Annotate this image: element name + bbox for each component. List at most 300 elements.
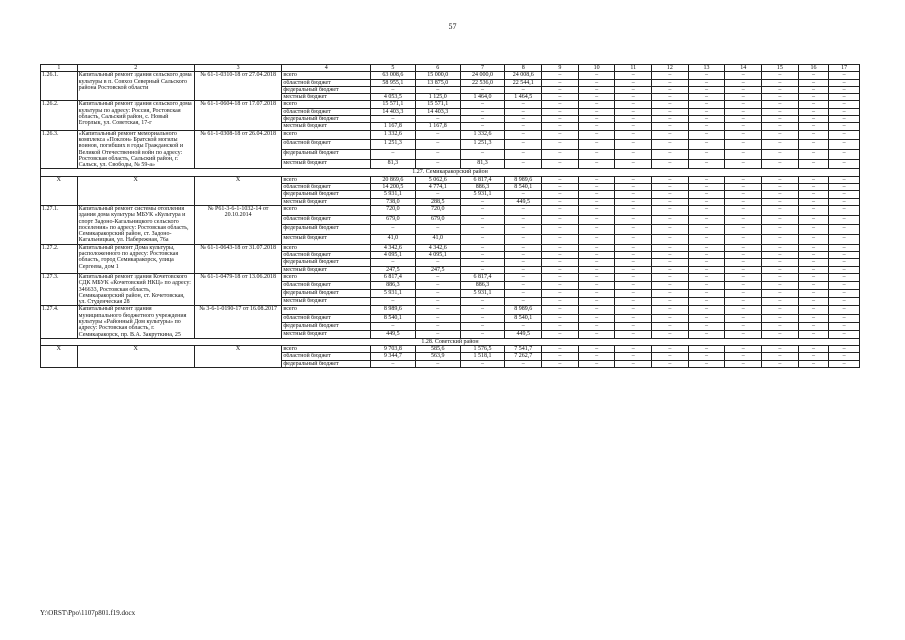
value-cell: 6 817,4 [371,273,416,281]
value-cell: – [829,176,860,183]
value-cell: 14 403,3 [371,108,416,115]
item-document: № Р61-3-6-1-1032-14 от 20.10.2014 [194,205,282,244]
value-cell: – [542,116,579,123]
value-cell: – [371,360,416,367]
value-cell: – [688,244,725,251]
value-cell: 247,5 [371,266,416,273]
value-cell: – [615,314,652,322]
budget-label: всего [282,346,371,353]
value-cell: – [798,130,829,140]
value-cell: – [615,130,652,140]
value-cell: – [798,176,829,183]
value-cell: – [725,235,762,245]
value-cell: 720,0 [371,205,416,215]
value-cell: 24 008,6 [505,72,542,79]
budget-label: федеральный бюджет [282,191,371,198]
value-cell: 563,9 [415,353,460,360]
value-cell: – [415,130,460,140]
value-cell: – [578,330,615,338]
value-cell: 8 989,6 [505,306,542,314]
value-cell: – [615,282,652,290]
value-cell: – [725,360,762,367]
value-cell: – [688,140,725,150]
value-cell: – [578,79,615,86]
value-cell: 449,5 [505,330,542,338]
value-cell: – [725,159,762,169]
value-cell: – [505,235,542,245]
value-cell: – [725,282,762,290]
value-cell: – [798,298,829,306]
value-cell: – [615,108,652,115]
value-cell: – [615,205,652,215]
value-cell: – [542,244,579,251]
value-cell: – [460,252,505,259]
value-cell: – [725,322,762,330]
value-cell: – [615,322,652,330]
value-cell: – [371,150,416,160]
value-cell: 5 931,1 [371,191,416,198]
value-cell: – [615,198,652,205]
table-row [41,306,860,314]
value-cell: – [829,252,860,259]
value-cell: – [798,282,829,290]
value-cell: – [460,86,505,93]
value-cell: – [688,266,725,273]
value-cell: – [578,252,615,259]
value-cell: – [762,360,799,367]
value-cell: – [829,108,860,115]
value-cell: – [798,259,829,266]
value-cell: – [578,176,615,183]
value-cell: – [829,353,860,360]
value-cell: – [762,140,799,150]
value-cell: 63 008,6 [371,72,416,79]
total-marker: Х [77,346,194,368]
value-cell: – [652,94,689,101]
budget-label: областной бюджет [282,184,371,191]
budget-label: всего [282,130,371,140]
value-cell: – [829,159,860,169]
value-cell: – [460,306,505,314]
value-cell: – [505,150,542,160]
value-cell: – [762,273,799,281]
value-cell: – [615,259,652,266]
value-cell: – [798,198,829,205]
value-cell: – [542,94,579,101]
value-cell: – [615,72,652,79]
value-cell: – [460,360,505,367]
value-cell: – [578,346,615,353]
value-cell: – [725,101,762,108]
value-cell: – [798,191,829,198]
value-cell: – [688,235,725,245]
value-cell: – [725,215,762,225]
value-cell: – [762,198,799,205]
table-row [41,176,860,183]
value-cell: – [798,140,829,150]
value-cell: – [829,266,860,273]
value-cell: 22 544,1 [505,79,542,86]
value-cell: – [542,150,579,160]
table-row [41,205,860,215]
value-cell: – [688,184,725,191]
value-cell: – [615,346,652,353]
section-title: 1.28. Советский район [41,338,860,345]
header-cell: 9 [542,65,579,72]
value-cell: – [505,298,542,306]
value-cell: – [725,72,762,79]
budget-label: федеральный бюджет [282,116,371,123]
item-number: 1.26.3. [41,130,78,169]
value-cell: – [371,298,416,306]
value-cell: – [505,252,542,259]
value-cell: – [798,353,829,360]
value-cell: 8 540,1 [371,314,416,322]
value-cell: – [688,346,725,353]
value-cell: – [798,244,829,251]
value-cell: – [542,322,579,330]
budget-label: местный бюджет [282,123,371,130]
value-cell: – [542,273,579,281]
value-cell: 13 875,0 [415,79,460,86]
value-cell: – [688,108,725,115]
value-cell: – [798,150,829,160]
value-cell: – [725,205,762,215]
value-cell: – [542,140,579,150]
value-cell: – [615,273,652,281]
item-document: № 61-1-0308-18 от 26.04.2018 [194,130,282,169]
value-cell: – [415,330,460,338]
value-cell: – [505,140,542,150]
budget-label: местный бюджет [282,298,371,306]
value-cell: – [725,252,762,259]
value-cell: – [460,205,505,215]
value-cell: – [829,259,860,266]
header-cell: 11 [615,65,652,72]
value-cell: – [688,252,725,259]
item-number: 1.26.2. [41,101,78,130]
value-cell: – [460,235,505,245]
value-cell: – [615,191,652,198]
value-cell: – [829,244,860,251]
value-cell: 449,5 [371,330,416,338]
value-cell: – [578,259,615,266]
value-cell: 24 000,0 [460,72,505,79]
value-cell: – [725,176,762,183]
value-cell: – [725,266,762,273]
value-cell: – [798,314,829,322]
value-cell: – [578,94,615,101]
value-cell: – [542,306,579,314]
value-cell: – [542,346,579,353]
value-cell: 886,3 [371,282,416,290]
value-cell: – [542,159,579,169]
value-cell: 58 955,1 [371,79,416,86]
value-cell: – [652,191,689,198]
value-cell: – [542,72,579,79]
value-cell: – [542,205,579,215]
value-cell: – [542,360,579,367]
value-cell: – [829,123,860,130]
value-cell: – [542,225,579,235]
value-cell: – [688,86,725,93]
item-document: № 61-1-0479-18 от 13.06.2018 [194,273,282,305]
value-cell: – [762,108,799,115]
value-cell: – [542,198,579,205]
value-cell: – [578,198,615,205]
value-cell: 1 464,5 [505,94,542,101]
value-cell: – [762,176,799,183]
value-cell: – [578,130,615,140]
value-cell: – [578,235,615,245]
value-cell: – [798,123,829,130]
value-cell: – [460,314,505,322]
value-cell: – [762,290,799,298]
value-cell: – [829,314,860,322]
table-row [41,72,860,79]
value-cell: – [762,298,799,306]
table-row [41,244,860,251]
value-cell: – [798,235,829,245]
value-cell: – [725,150,762,160]
value-cell: – [725,244,762,251]
value-cell: – [652,86,689,93]
value-cell: – [415,259,460,266]
value-cell: 1 251,3 [371,140,416,150]
value-cell: – [542,259,579,266]
total-marker: Х [77,176,194,205]
value-cell: – [460,123,505,130]
value-cell: – [829,150,860,160]
value-cell: – [615,215,652,225]
value-cell: – [652,176,689,183]
value-cell: – [460,244,505,251]
value-cell: – [371,86,416,93]
value-cell: – [371,116,416,123]
value-cell: – [762,306,799,314]
value-cell: – [505,259,542,266]
value-cell: – [798,330,829,338]
value-cell: – [762,346,799,353]
header-cell: 7 [460,65,505,72]
value-cell: – [542,330,579,338]
value-cell: – [460,266,505,273]
value-cell: – [725,259,762,266]
value-cell: – [615,184,652,191]
value-cell: 4 095,1 [371,252,416,259]
value-cell: – [652,298,689,306]
value-cell: – [415,290,460,298]
table-row [41,346,860,353]
value-cell: – [725,123,762,130]
header-cell: 2 [77,65,194,72]
value-cell: 679,0 [371,215,416,225]
value-cell: – [542,184,579,191]
value-cell: – [829,184,860,191]
value-cell: – [542,298,579,306]
value-cell: – [578,140,615,150]
section-title: 1.27. Семикаракорский район [41,169,860,176]
value-cell: – [798,72,829,79]
value-cell: – [652,215,689,225]
value-cell: – [415,86,460,93]
value-cell: 5 931,1 [460,191,505,198]
value-cell: – [762,330,799,338]
value-cell: 738,0 [371,198,416,205]
value-cell: – [725,116,762,123]
value-cell: – [688,322,725,330]
value-cell: 7 262,7 [505,353,542,360]
value-cell: – [542,79,579,86]
value-cell: – [688,150,725,160]
budget-label: областной бюджет [282,252,371,259]
value-cell: – [762,259,799,266]
value-cell: – [578,159,615,169]
value-cell: – [652,108,689,115]
financing-table [40,64,860,368]
value-cell: – [829,94,860,101]
value-cell: – [688,79,725,86]
value-cell: – [415,298,460,306]
page-number: 57 [448,22,457,31]
budget-label: местный бюджет [282,330,371,338]
value-cell: – [460,322,505,330]
table-body [41,65,860,368]
value-cell: 8 540,1 [505,314,542,322]
budget-label: областной бюджет [282,314,371,322]
value-cell: – [578,108,615,115]
value-cell: – [762,252,799,259]
value-cell: – [542,86,579,93]
value-cell: – [688,282,725,290]
header-cell: 15 [762,65,799,72]
budget-label: всего [282,101,371,108]
value-cell: – [652,72,689,79]
budget-label: областной бюджет [282,353,371,360]
value-cell: – [615,79,652,86]
value-cell: – [829,130,860,140]
value-cell: – [688,306,725,314]
value-cell: 5 931,1 [460,290,505,298]
value-cell: – [762,79,799,86]
value-cell: 41,0 [371,235,416,245]
value-cell: – [688,198,725,205]
value-cell: – [725,346,762,353]
value-cell: – [829,306,860,314]
value-cell: – [615,140,652,150]
footer-path: Y:\ORST\Ppo\1107p801.f19.docx [40,609,136,617]
budget-label: местный бюджет [282,94,371,101]
value-cell: – [798,116,829,123]
value-cell: – [725,108,762,115]
value-cell: – [542,191,579,198]
value-cell: – [460,259,505,266]
value-cell: – [652,282,689,290]
value-cell: – [798,94,829,101]
value-cell: – [688,116,725,123]
value-cell: – [798,290,829,298]
value-cell: – [505,360,542,367]
value-cell: – [798,79,829,86]
value-cell: – [688,273,725,281]
value-cell: – [688,205,725,215]
value-cell: – [460,150,505,160]
value-cell: 15 571,1 [371,101,416,108]
value-cell: – [415,191,460,198]
value-cell: – [615,86,652,93]
value-cell: – [762,94,799,101]
value-cell: – [762,159,799,169]
value-cell: – [829,116,860,123]
value-cell: 1 518,1 [460,353,505,360]
value-cell: – [415,159,460,169]
value-cell: – [688,298,725,306]
value-cell: – [798,108,829,115]
value-cell: – [652,123,689,130]
value-cell: – [542,252,579,259]
budget-label: местный бюджет [282,235,371,245]
value-cell: – [829,273,860,281]
budget-label: местный бюджет [282,266,371,273]
item-name: Капитальный ремонт Дома культуры, расположенного по адресу: Ростовская область, город Семикаракорск, улица Сергеева, дом 1 [77,244,194,273]
value-cell: 8 540,1 [505,184,542,191]
value-cell: – [688,101,725,108]
value-cell: – [725,290,762,298]
value-cell: – [415,306,460,314]
header-cell: 17 [829,65,860,72]
value-cell: – [615,244,652,251]
value-cell: – [829,72,860,79]
value-cell: – [652,198,689,205]
budget-label: федеральный бюджет [282,322,371,330]
value-cell: – [725,353,762,360]
item-name: Капитальный ремонт здания сельского дома культуры по адресу: Россия, Ростовская область, Сальский район, с. Новый Егорлык, ул. Советская, 17-г [77,101,194,130]
value-cell: – [505,130,542,140]
value-cell: – [652,79,689,86]
budget-label: областной бюджет [282,282,371,290]
value-cell: – [725,273,762,281]
item-name: Капитальный ремонт здания сельского дома культуры в п. Совхоз Северный Сальского района Ростовской области [77,72,194,101]
value-cell: – [652,184,689,191]
value-cell: – [578,282,615,290]
value-cell: – [798,184,829,191]
value-cell: – [762,314,799,322]
value-cell: – [652,346,689,353]
value-cell: – [615,176,652,183]
value-cell: 5 062,6 [415,176,460,183]
value-cell: – [829,290,860,298]
header-row [41,65,860,72]
value-cell: – [615,330,652,338]
value-cell: 20 869,6 [371,176,416,183]
header-cell: 1 [41,65,78,72]
budget-label: федеральный бюджет [282,290,371,298]
value-cell: 15 571,1 [415,101,460,108]
value-cell: – [542,266,579,273]
value-cell: – [542,353,579,360]
value-cell: – [460,198,505,205]
value-cell: – [798,306,829,314]
value-cell: – [688,353,725,360]
value-cell: – [762,225,799,235]
value-cell: – [542,235,579,245]
value-cell: – [578,150,615,160]
value-cell: – [652,116,689,123]
value-cell: – [542,215,579,225]
value-cell: – [542,123,579,130]
value-cell: – [829,191,860,198]
item-document: № 3-6-1-0190-17 от 16.08.2017 [194,306,282,338]
